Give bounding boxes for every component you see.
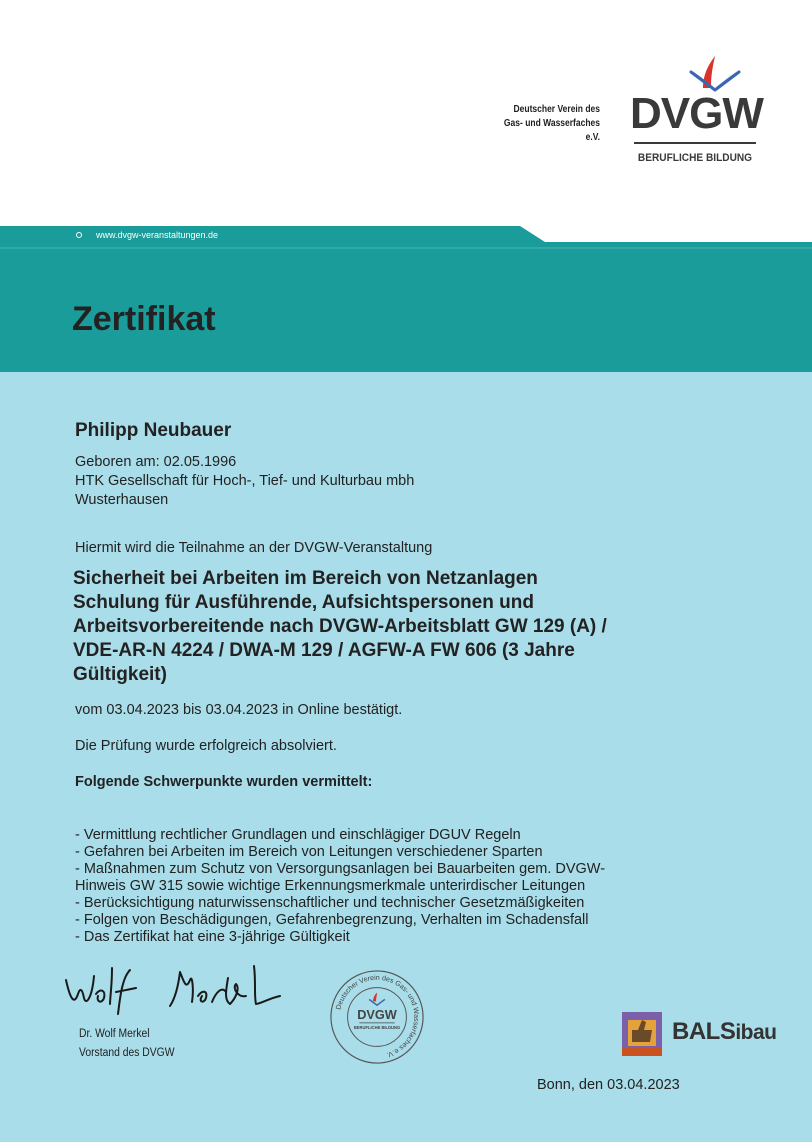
intro-text: Hiermit wird die Teilnahme an der DVGW-Veranstaltung [75, 540, 433, 556]
org-name-line2: Gas- und Wasserfaches e.V. [503, 118, 600, 143]
dvgw-logo [630, 52, 763, 172]
course-title-line: Gültigkeit) [73, 664, 167, 685]
partner-wordmark-bold: BALS [672, 1018, 736, 1045]
logo-divider [634, 142, 756, 144]
page-title: Zertifikat [72, 300, 216, 338]
participant-name: Philipp Neubauer [75, 420, 232, 441]
course-title-line: Arbeitsvorbereitende nach DVGW-Arbeitsblatt GW 129 (A) / [73, 616, 607, 637]
course-title-line: VDE-AR-N 4224 / DWA-M 129 / AGFW-A FW 606 (3 Jahre [73, 640, 575, 661]
website-url[interactable]: www.dvgw-veranstaltungen.de [96, 230, 219, 240]
list-item: - Das Zertifikat hat eine 3-jährige Gültigkeit [75, 929, 350, 945]
org-name [490, 103, 601, 145]
logo-wordmark: DVGW [630, 89, 763, 138]
signer-block [79, 1025, 174, 1063]
logo-subtitle: BERUFLICHE BILDUNG [637, 152, 753, 164]
web-icon [76, 232, 82, 238]
dvgw-stamp [328, 968, 426, 1066]
partner-wordmark [672, 1018, 777, 1046]
company-city: Wusterhausen [75, 492, 169, 508]
svg-text:Deutscher Verein des Gas- und: Deutscher Verein des Gas- und Wasserfaches e.V. [335, 974, 420, 1058]
birth-date: Geboren am: 02.05.1996 [75, 454, 237, 470]
list-item: - Vermittlung rechtlicher Grundlagen und einschlägiger DGUV Regeln [75, 827, 521, 843]
flame-icon [685, 52, 745, 92]
course-title-line: Schulung für Ausführende, Aufsichtspersonen und [73, 592, 534, 613]
svg-text:BERUFLICHE BILDUNG: BERUFLICHE BILDUNG [353, 1024, 401, 1030]
focus-heading: Folgende Schwerpunkte wurden vermittelt: [75, 774, 373, 790]
list-item: - Maßnahmen zum Schutz von Versorgungsanlagen bei Bauarbeiten gem. DVGW- [75, 861, 606, 877]
partner-logo [618, 1010, 798, 1060]
svg-text:DVGW: DVGW [357, 1006, 397, 1022]
thumbs-up-icon [618, 1010, 670, 1060]
org-name-line1: Deutscher Verein des [513, 104, 600, 115]
company-name: HTK Gesellschaft für Hoch-, Tief- und Kulturbau mbh [75, 473, 415, 489]
signature-image [60, 958, 290, 1018]
partner-wordmark-rest: ibau [735, 1021, 777, 1044]
list-item: - Folgen von Beschädigungen, Gefahrenbegrenzung, Verhalten im Schadensfall [75, 912, 589, 928]
list-item: - Berücksichtigung naturwissenschaftlicher und technischer Gesetzmäßigkeiten [75, 895, 585, 911]
signer-role: Vorstand des DVGW [79, 1047, 175, 1059]
participant-info [75, 453, 414, 510]
list-item: Hinweis GW 315 sowie wichtige Erkennungsmerkmale unterirdischer Leitungen [75, 878, 586, 894]
exam-result: Die Prüfung wurde erfolgreich absolviert. [75, 738, 337, 754]
topics-list [75, 827, 715, 946]
signer-name: Dr. Wolf Merkel [79, 1028, 150, 1040]
course-title [73, 567, 733, 687]
list-item: - Gefahren bei Arbeiten im Bereich von Leitungen verschiedener Sparten [75, 844, 543, 860]
place-date: Bonn, den 03.04.2023 [537, 1077, 680, 1093]
course-dates: vom 03.04.2023 bis 03.04.2023 in Online bestätigt. [75, 702, 403, 718]
course-title-line: Sicherheit bei Arbeiten im Bereich von Netzanlagen [73, 568, 538, 589]
